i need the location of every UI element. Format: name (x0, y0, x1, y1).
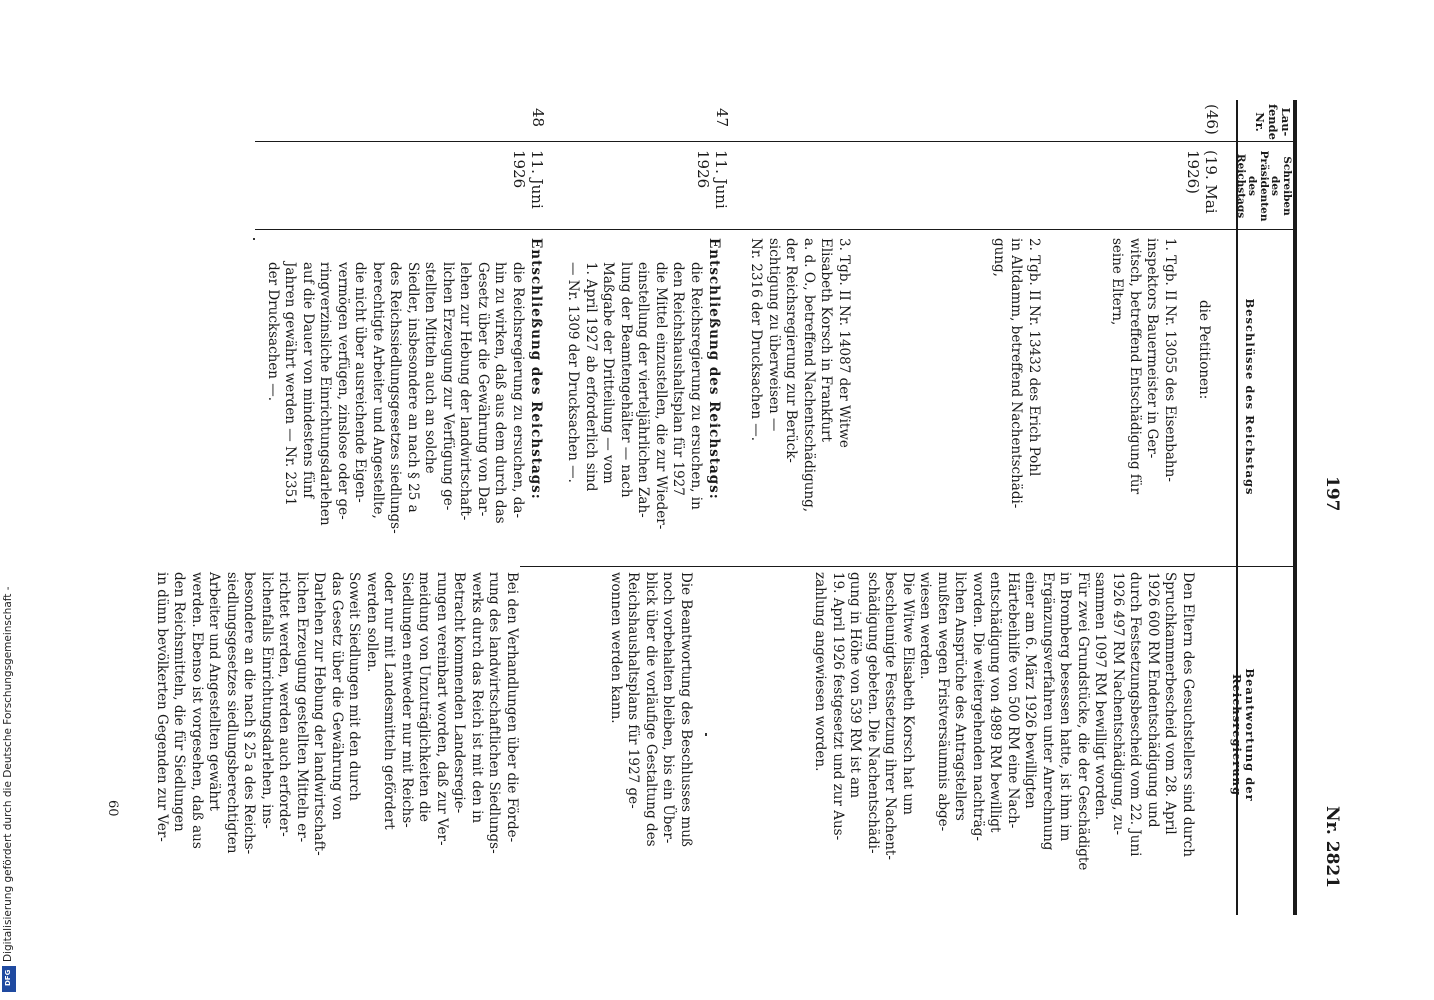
entry-46-item-1: 1. Tgb. II Nr. 13055 des Eisenbahn- inspektors Bauermeister in Ger- witsch, betreffend Entschädigung für seine Eltern, (1109, 238, 1178, 495)
entry-46-date: (19. Mai 1926) (1184, 150, 1220, 214)
entry-48-date: 11. Juni 1926 (510, 150, 546, 209)
entry-46-antwort: Den Eltern des Gesuchstellers sind durch Spruchkammerbescheid vom 28. April 1926 600 RM Endentschädigung und durch Festsetzungsbescheid vom 22. Juni 1926 497 RM Nachentschädigung, zu- sammen 1097 RM bewilligt worden. Für zwei Grundstücke, die der Geschädigte in Bromberg besessen hatte, ist ihm im Ergänzungsverfahren unter Anrechnung einer am 6. März 1926 bewilligten Härtebeihilfe von 500 RM eine Nach- entschädigung von 4989 RM bewilligt worden. Die weitergehenden nachträg- lichen Ansprüche des Antragstellers mußten wegen Fristversäumnis abge- wiesen werden. Die Witwe Elisabeth Korsch hat um beschleunigte Festsetzung ihrer Nachent- schädigung gebeten. Die Nachentschädi- gung in Höhe von 539 RM ist am 19. April 1926 festgesetzt und zur Aus- zahlung angewiesen worden. (812, 572, 1196, 871)
header-schreiben: Schreiben des Präsidenten des Reichstags (1235, 150, 1293, 222)
entry-47-nr: 47 (713, 108, 731, 128)
digitization-note: Digitalisierung gefördert durch die Deutsche Forschungsgemeinschaft - (2, 586, 14, 962)
entry-48-beschluss: die Reichsregierung zu ersuchen, da- hin zu wirken, daß aus dem durch das Gesetz über die Gewährung von Dar- lehen zur Hebung der landwirtschaft- lichen Erzeugung zur Verfügung ge- stellten Mitteln auch an solche Siedler, insbesondere an nach § 25 a des Reichssiedlungsgesetzes siedlungs- berechtigte Arbeiter und Angestellte, die nicht über ausreichende Eigen- vermögen verfügen, zinslose oder ge- ringverzinsliche Einrichtungsdarlehen auf die Dauer von mindestens fünf Jahren gewährt werden — Nr. 2351 der Drucksachen —. (265, 262, 526, 534)
page-number: 197 (1322, 476, 1342, 512)
footer-page-number: 60 (105, 800, 120, 817)
entry-47-beschluss-title: Entschließung des Reichstags: (706, 238, 722, 500)
header-laufende-nr: Lau- fende Nr. (1253, 104, 1293, 140)
header-beantwortung: Beantwortung der Reichsregierung (1230, 668, 1257, 802)
entry-46-item-2: 2. Tgb. II Nr. 13432 des Erich Pohl in Altdamm, betreffend Nachentschädi- gung, (991, 238, 1042, 509)
entry-47-beschluss: die Reichsregierung zu ersuchen, in den Reichshaushaltsplan für 1927 die Mittel einzustellen, die zur Wieder- einstellung der vierteljährlichen Zah- lung der Beamtengehälter — nach Maßgabe der Dritteilung — vom 1. April 1927 ab erforderlich sind — Nr. 1309 der Drucksachen —. (565, 262, 704, 530)
dfg-logo-text: DFG (4, 969, 12, 986)
document-number: Nr. 2821 (1322, 806, 1342, 889)
entry-46-beschluss-intro: die Petitionen: (1196, 300, 1212, 400)
entry-48-beschluss-title: Entschließung des Reichstags: (528, 238, 544, 500)
top-border-rule (1293, 100, 1297, 915)
column-rule-nr (255, 141, 1295, 142)
entry-47-antwort: Die Beantwortung des Beschlusses muß noch vorbehalten bleiben, bis ein Über- blick über die vorläufige Gestaltung des Reichshaushaltsplans für 1927 ge- wonnen werden kann. (608, 572, 694, 847)
entry-48-antwort: Bei den Verhandlungen über die Förde- rung des landwirtschaftlichen Siedlungs- werks durch das Reich ist mit den in Betracht kommenden Landesregie- rungen vereinbart worden, daß zur Ver- meidung von Unzuträglichkeiten die Siedlungen entweder nur mit Reichs- oder nur mit Landesmitteln gefördert werden sollen. Soweit Siedlungen mit den durch das Gesetz über die Gewährung von Darlehen zur Hebung der landwirtschaft- lichen Erzeugung gestellten Mitteln er- richtet werden, werden auch erforder- lichenfalls Einrichtungsdarlehen, ins- besondere an die nach § 25 a des Reichs- siedlungsgesetzes siedlungsberechtigten Arbeiter und Angestellten gewährt werden. Ebenso ist vorgesehen, daß aus den Reichsmitteln, die für Siedlungen in dünn bevölkerten Gegenden zur Ver- (154, 572, 520, 856)
entry-48-nr: 48 (529, 108, 547, 128)
scan-mark (253, 238, 255, 240)
dfg-logo (2, 966, 16, 992)
header-beschluesse: Beschlüsse des Reichstags (1243, 298, 1257, 496)
column-rule-date (255, 229, 1295, 230)
entry-46-nr: (46) (1203, 104, 1221, 135)
scan-mark (705, 733, 707, 736)
entry-46-item-3: 3. Tgb. II Nr. 14087 der Witwe Elisabeth Korsch in Frankfurt a. d. O., betreffend Nachentschädigung, der Reichsregierung zur Berück- sichtigung zu überweisen — Nr. 2316 der Drucksachen —. (748, 238, 852, 513)
entry-47-date: 11. Juni 1926 (694, 150, 730, 209)
